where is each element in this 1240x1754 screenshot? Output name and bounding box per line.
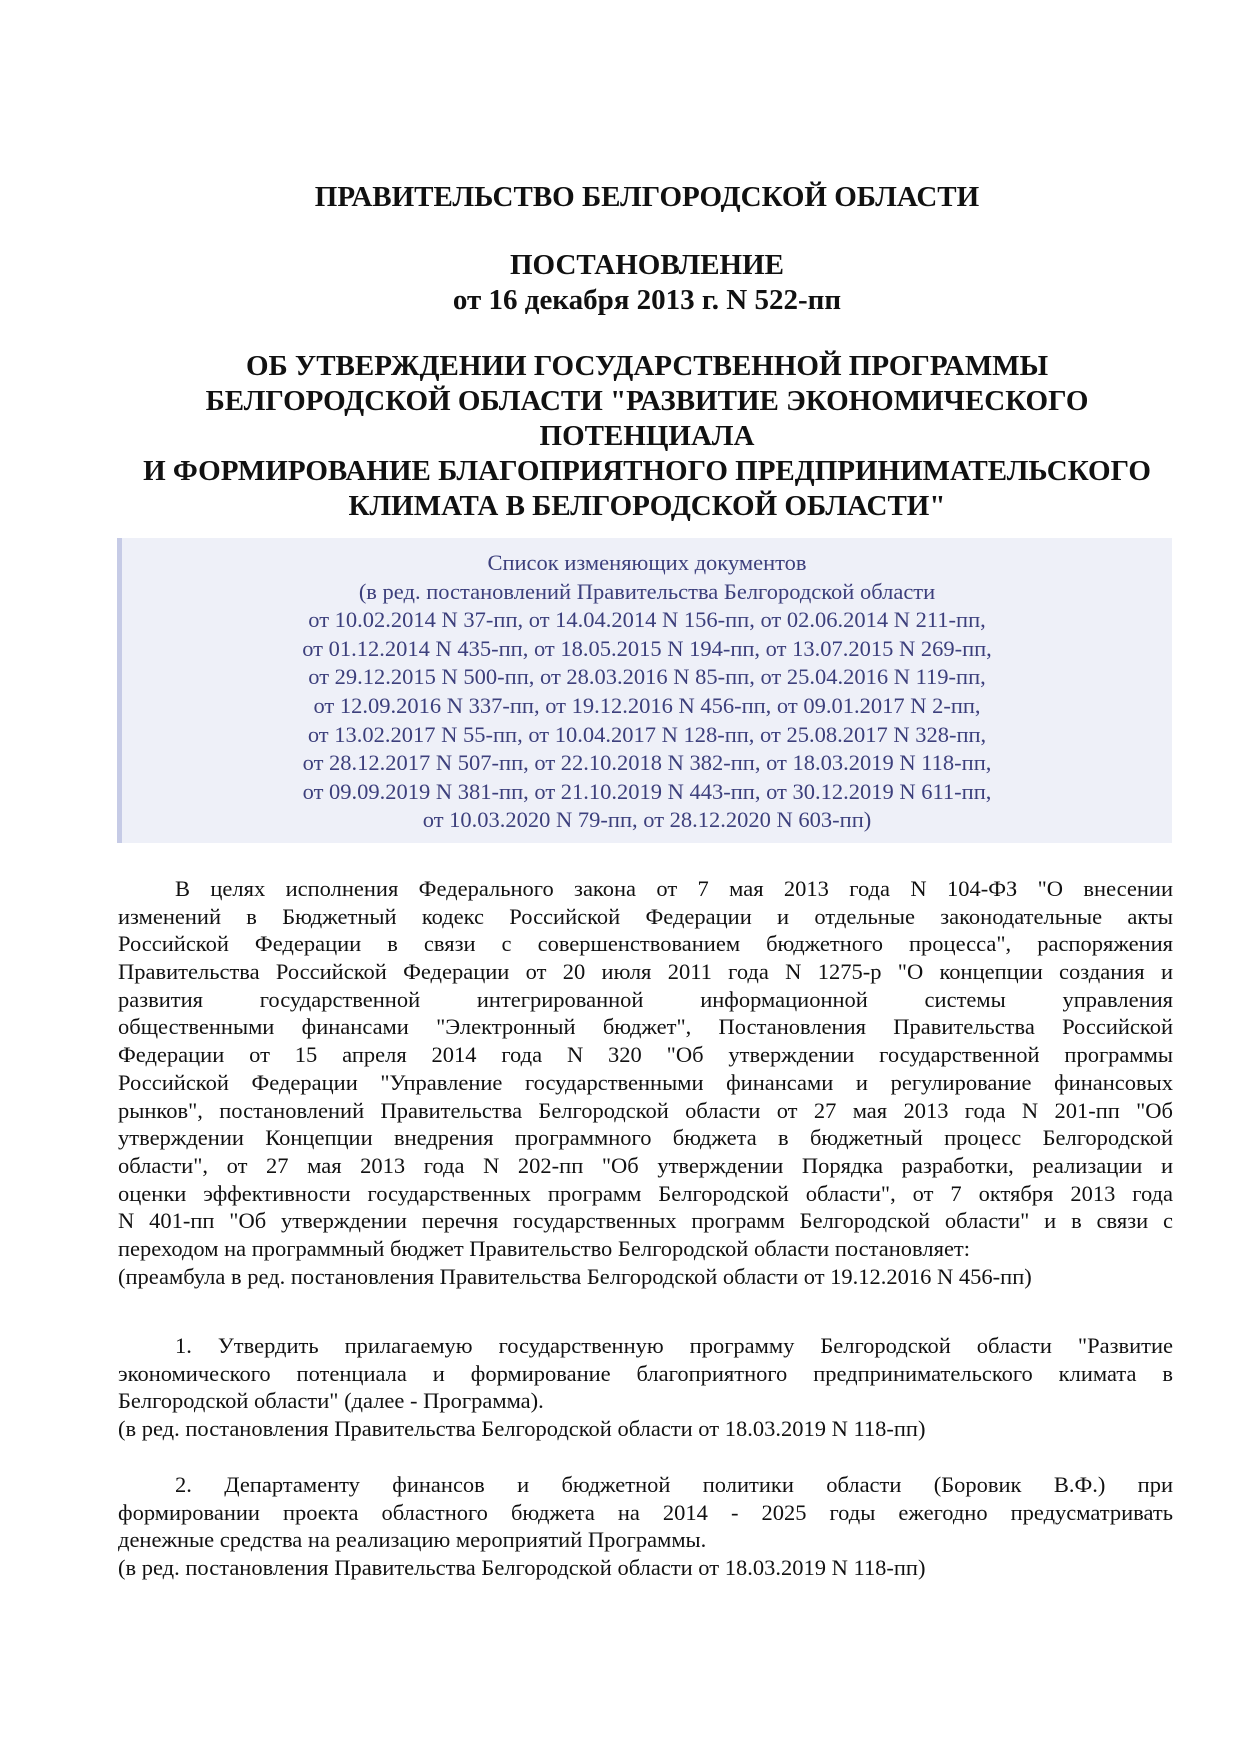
amendments-line: от 29.12.2015 N 500-пп, от 28.03.2016 N 85-пп, от 25.04.2016 N 119-пп, — [308, 664, 986, 690]
amendments-line: Список изменяющих документов — [487, 550, 807, 575]
item-1-line: экономического потенциала и формирование благоприятного предпринимательского климата в — [118, 1360, 1173, 1386]
title-line: И ФОРМИРОВАНИЕ БЛАГОПРИЯТНОГО ПРЕДПРИНИМАТЕЛЬСКОГО — [143, 455, 1151, 487]
preamble-amendment-note: (преамбула в ред. постановления Правительства Белгородской области от 19.12.2016 N 456-пп) — [118, 1263, 1032, 1289]
amendments-line: от 01.12.2014 N 435-пп, от 18.05.2015 N 194-пп, от 13.07.2015 N 269-пп, — [302, 635, 992, 661]
amendments-line: от 09.09.2019 N 381-пп, от 21.10.2019 N 443-пп, от 30.12.2019 N 611-пп, — [302, 778, 992, 804]
preamble-line: области", от 27 мая 2013 года N 202-пп "Об утверждении Порядка разработки, реализации и — [118, 1152, 1173, 1178]
item-1-line: 1. Утвердить прилагаемую государственную программу Белгородской области "Развитие — [175, 1333, 1173, 1358]
item-1-line: Белгородской области" (далее - Программа). — [118, 1388, 544, 1414]
decree-type: ПОСТАНОВЛЕНИЕ — [509, 249, 784, 281]
organization-name: ПРАВИТЕЛЬСТВО БЕЛГОРОДСКОЙ ОБЛАСТИ — [314, 181, 980, 213]
preamble-line: N 401-пп "Об утверждении перечня государственных программ Белгородской области" и в связи с — [118, 1208, 1173, 1234]
amendments-line: от 13.02.2017 N 55-пп, от 10.04.2017 N 128-пп, от 25.08.2017 N 328-пп, — [307, 721, 987, 747]
preamble-line: В целях исполнения Федерального закона от 7 мая 2013 года N 104-ФЗ "О внесении — [175, 876, 1173, 901]
preamble-line: утверждении Концепции внедрения программного бюджета в бюджетный процесс Белгородской — [118, 1125, 1173, 1151]
item-1-amendment-note: (в ред. постановления Правительства Белгородской области от 18.03.2019 N 118-пп) — [118, 1416, 926, 1442]
title-line: КЛИМАТА В БЕЛГОРОДСКОЙ ОБЛАСТИ" — [348, 490, 946, 522]
preamble-line: общественными финансами "Электронный бюджет", Постановления Правительства Российской — [118, 1014, 1173, 1040]
preamble-line: рынков", постановлений Правительства Белгородской области от 27 мая 2013 года N 201-пп "Об — [118, 1097, 1173, 1123]
organization-heading — [118, 180, 1176, 215]
preamble-line: переходом на программный бюджет Правительство Белгородской области постановляет: — [118, 1235, 971, 1261]
preamble-line: Федерации от 15 апреля 2014 года N 320 "Об утверждении государственной программы — [118, 1042, 1173, 1068]
title-line: БЕЛГОРОДСКОЙ ОБЛАСТИ "РАЗВИТИЕ ЭКОНОМИЧЕСКОГО — [205, 385, 1089, 417]
title-line: ОБ УТВЕРЖДЕНИИ ГОСУДАРСТВЕННОЙ ПРОГРАММЫ — [245, 350, 1049, 382]
preamble-line: изменений в Бюджетный кодекс Российской Федерации и отдельные законодательные акты — [118, 903, 1173, 929]
item-2-line: формировании проекта областного бюджета на 2014 - 2025 годы ежегодно предусматривать — [118, 1499, 1173, 1525]
preamble-line: Российской Федерации в связи с совершенствованием бюджетного процесса", распоряжения — [118, 931, 1173, 957]
preamble-paragraph — [118, 875, 1173, 1290]
title-line: ПОТЕНЦИАЛА — [539, 420, 755, 452]
amendments-line: от 28.12.2017 N 507-пп, от 22.10.2018 N 382-пп, от 18.03.2019 N 118-пп, — [302, 750, 992, 776]
preamble-line: Правительства Российской Федерации от 20 июля 2011 года N 1275-р "О концепции создания и — [118, 959, 1173, 985]
item-2-amendment-note: (в ред. постановления Правительства Белгородской области от 18.03.2019 N 118-пп) — [118, 1555, 926, 1581]
decree-title — [118, 349, 1176, 524]
decree-heading — [118, 248, 1176, 318]
item-2-paragraph — [118, 1471, 1173, 1582]
item-2-line: денежные средства на реализацию мероприятий Программы. — [118, 1527, 707, 1553]
item-1-paragraph — [118, 1332, 1173, 1443]
amendments-line: от 10.03.2020 N 79-пп, от 28.12.2020 N 603-пп) — [422, 807, 872, 833]
preamble-line: оценки эффективности государственных программ Белгородской области", от 7 октября 2013 года — [118, 1180, 1173, 1206]
preamble-line: Российской Федерации "Управление государственными финансами и регулирование финансовых — [118, 1069, 1173, 1095]
item-2-line: 2. Департаменту финансов и бюджетной политики области (Боровик В.Ф.) при — [175, 1472, 1173, 1497]
amendments-box — [117, 538, 1172, 843]
amendments-line: от 12.09.2016 N 337-пп, от 19.12.2016 N 456-пп, от 09.01.2017 N 2-пп, — [313, 692, 981, 718]
amendments-line: от 10.02.2014 N 37-пп, от 14.04.2014 N 156-пп, от 02.06.2014 N 211-пп, — [308, 607, 986, 633]
decree-date-number: от 16 декабря 2013 г. N 522-пп — [452, 284, 842, 316]
amendments-line: (в ред. постановлений Правительства Белгородской области — [358, 578, 936, 604]
preamble-line: развития государственной интегрированной информационной системы управления — [118, 986, 1173, 1012]
